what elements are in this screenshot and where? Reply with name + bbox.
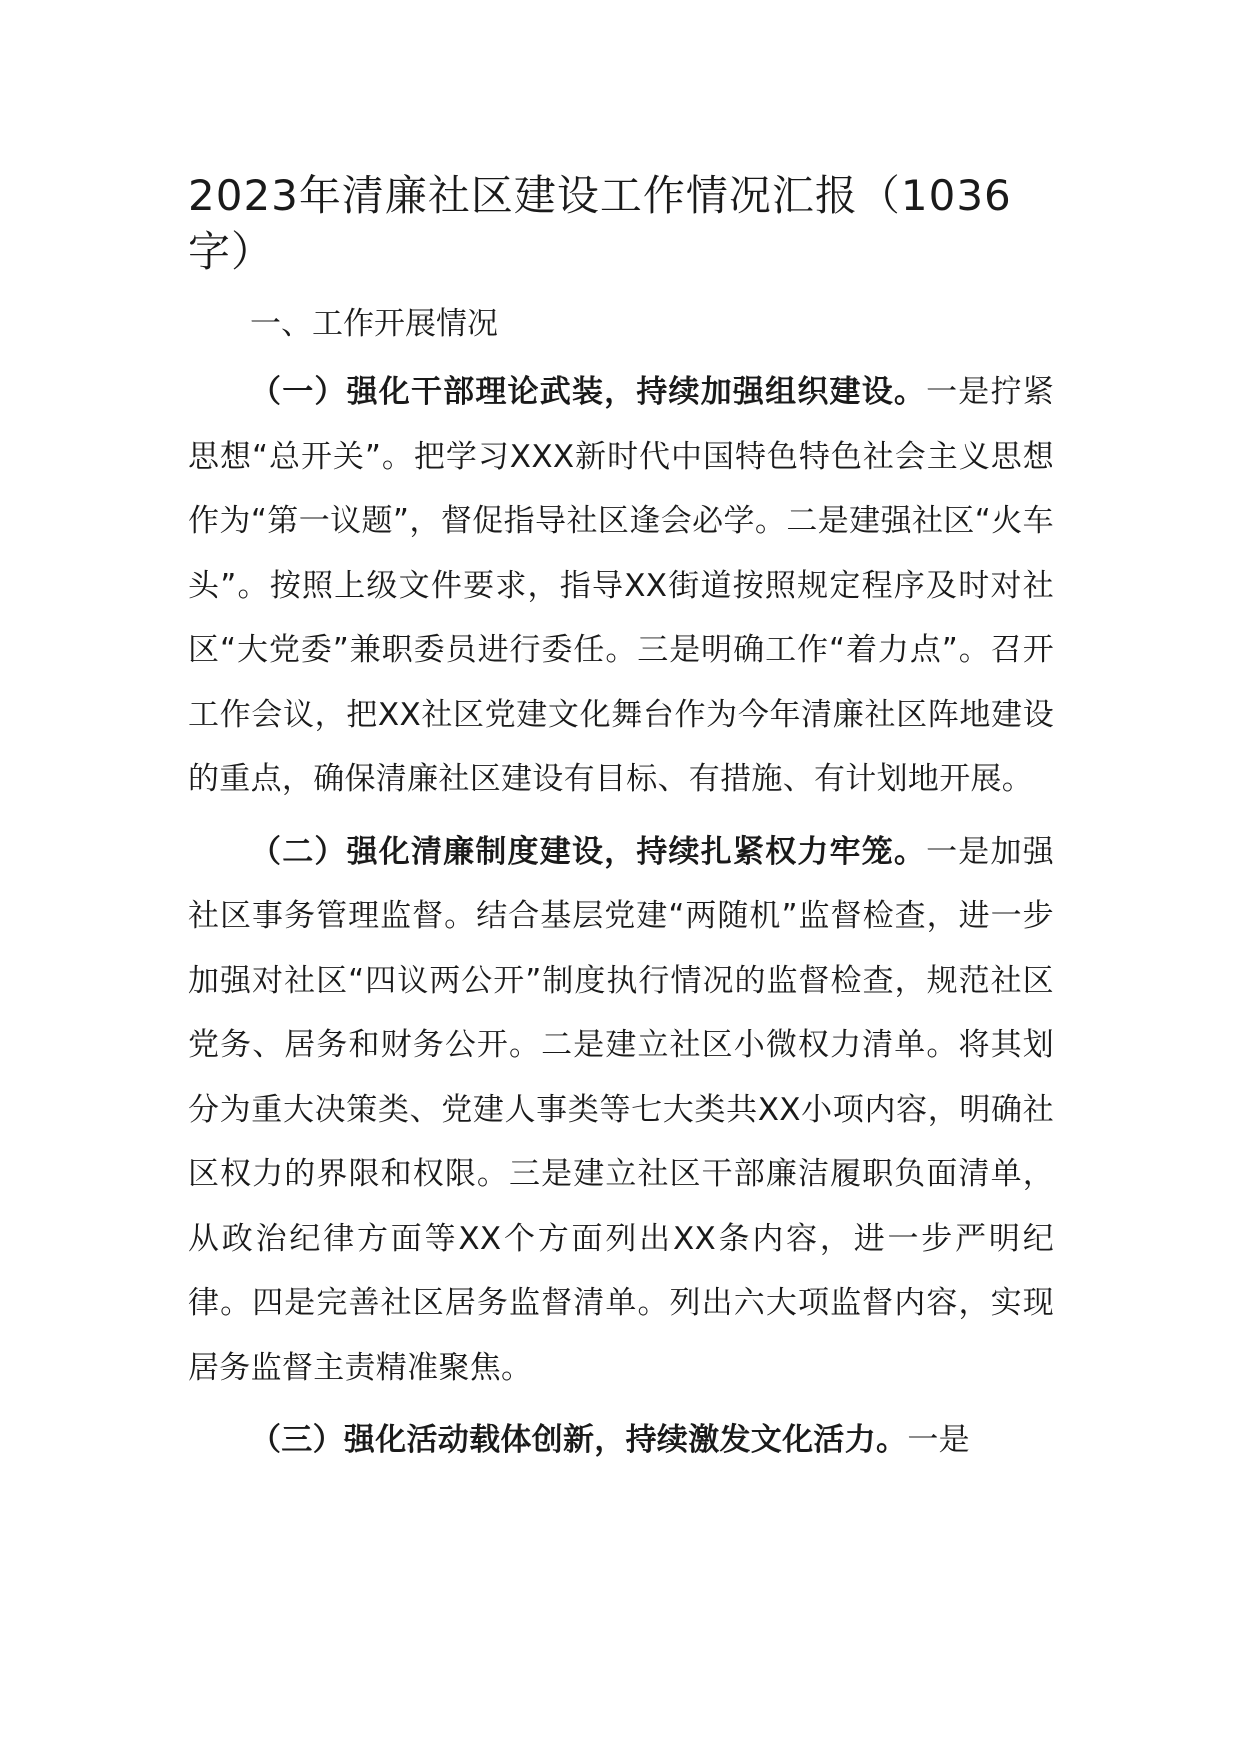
- paragraph-2-body: 一是加强社区事务管理监督。结合基层党建“两随机”监督检查，进一步加强对社区“四议两公开”制度执行情况的监督检查，规范社区党务、居务和财务公开。二是建立社区小微权力清单。将其划分为重大决策类、党建人事类等七大类共XX小项内容，明确社区权力的界限和权限。三是建立社区干部廉洁履职负面清单，从政治纪律方面等XX个方面列出XX条内容，进一步严明纪律。四是完善社区居务监督清单。列出六大项监督内容，实现居务监督主责精准聚焦。: [188, 833, 1054, 1386]
- paragraph-1-lead: （一）强化干部理论武装，持续加强组织建设。: [250, 374, 927, 410]
- paragraph-2: [188, 820, 1054, 1401]
- paragraph-2-lead: （二）强化清廉制度建设，持续扎紧权力牢笼。: [250, 833, 927, 870]
- document-body: [188, 168, 1054, 1473]
- document-title: 2023年清廉社区建设工作情况汇报（1036字）: [188, 171, 1012, 276]
- section-heading: 一、工作开展情况: [250, 306, 498, 342]
- paragraph-3-lead: （三）强化活动载体创新，持续激发文化活力。: [250, 1422, 908, 1458]
- paragraph-3: [188, 1408, 1054, 1473]
- paragraph-3-body: 一是: [907, 1422, 970, 1458]
- paragraph-1: [188, 360, 1054, 812]
- paragraph-1-body: 一是拧紧思想“总开关”。把学习XXX新时代中国特色特色社会主义思想作为“第一议题”，督促指导社区逢会必学。二是建强社区“火车头”。按照上级文件要求，指导XX街道按照规定程序及时对社区“大党委”兼职委员进行委任。三是明确工作“着力点”。召开工作会议，把XX社区党建文化舞台作为今年清廉社区阵地建设的重点，确保清廉社区建设有目标、有措施、有计划地开展。: [188, 374, 1054, 797]
